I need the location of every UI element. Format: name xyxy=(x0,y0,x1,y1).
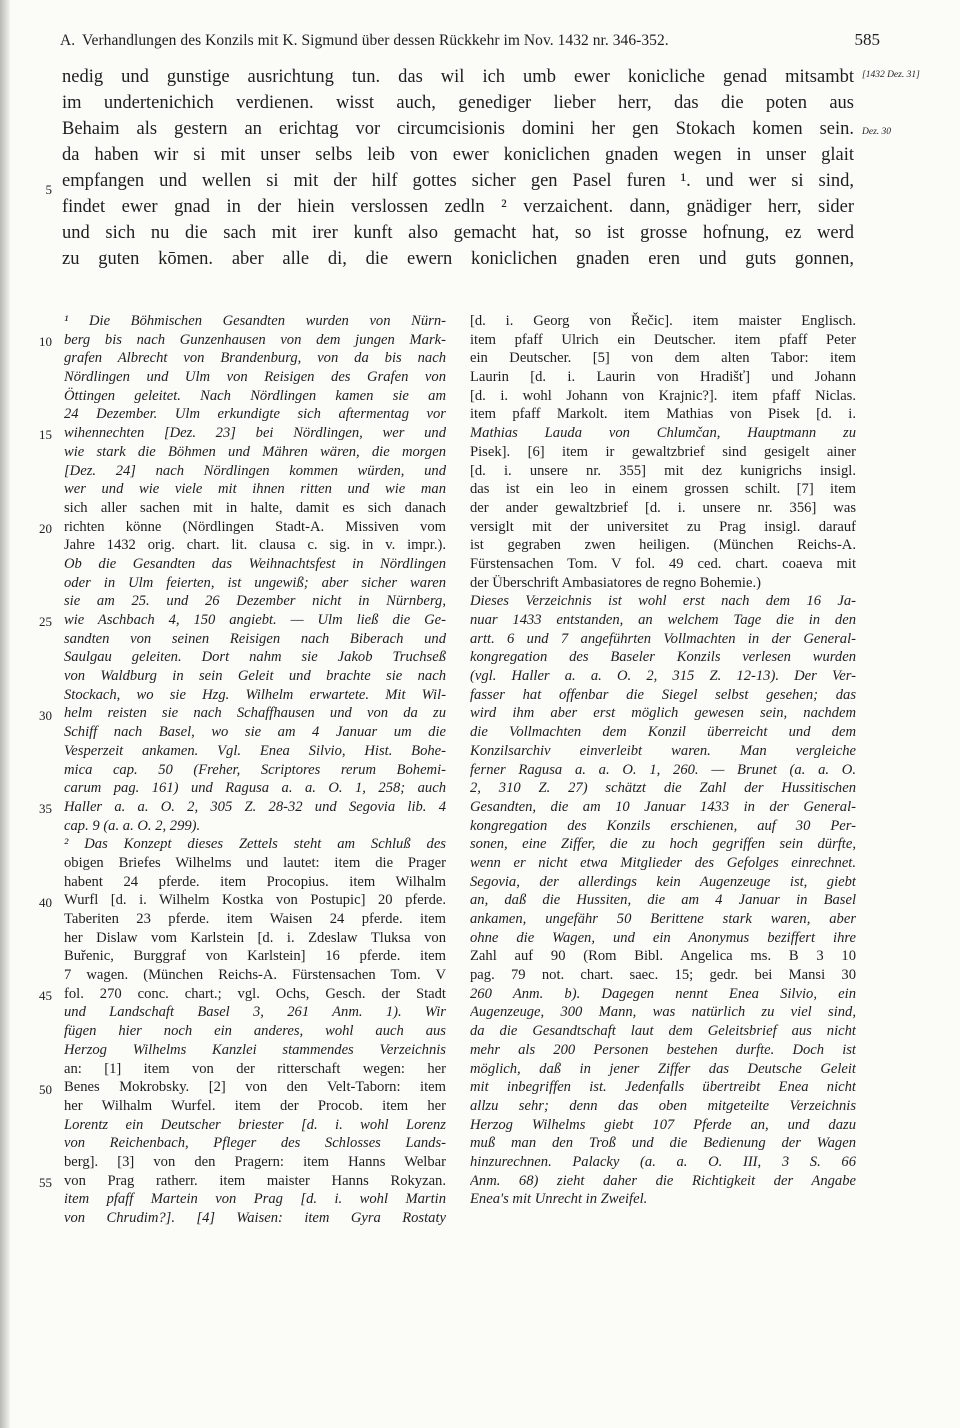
page-number: 585 xyxy=(854,30,880,49)
footnote-line: [d. i. unsere nr. 355] mit dez kunigrichs insigl. xyxy=(470,462,856,479)
line-number: 50 xyxy=(39,1082,52,1097)
footnote-line: da die Gesandtschaft laut dem Geleitsbrief aus nicht xyxy=(470,1023,856,1040)
line-number: 45 xyxy=(39,988,52,1003)
line-number: 30 xyxy=(39,708,52,723)
footnote-line: wird ihm aber erst möglich gewesen sein, nachdem xyxy=(470,705,856,722)
footnote-line: das ist ein leo in einem grossen schilt. [7] item xyxy=(470,481,856,498)
footnote-line: Anm. 68) zieht daher die Richtigkeit der Angabe xyxy=(470,1172,856,1189)
footnote-line: von Waldburg in sein Geleit und brachte sie nach xyxy=(64,668,446,685)
footnote-line: 260 Anm. b). Dagegen nennt Enea Silvio, ein xyxy=(470,985,856,1002)
footnote-line: Haller a. a. O. 2, 305 Z. 28-32 und Segovia lib. 4 xyxy=(64,798,446,815)
footnote-line: kongregation des Konzils erschienen, auf 30 Per- xyxy=(470,817,856,834)
footnote-line: an, daß die Hussiten, die am 4 Januar in Basel xyxy=(470,892,856,909)
text-line: nedig und gunstige ausrichtung tun. das wil ich umb ewer konicliche genad mitsambt xyxy=(62,67,854,87)
footnote-line: Augenzeuge, 300 Mann, was natürlich zu viel sind, xyxy=(470,1004,856,1021)
footnote-line: Mathias Lauda von Chlumčan, Hauptmann zu xyxy=(470,425,856,442)
footnote-line: Stockach, wo sie Hzg. Wilhelm erwartete. Mit Wil- xyxy=(64,686,446,703)
text-line: da haben wir si mit unser selbs leib von ewer koniclichen gnaden wegen in unser glait xyxy=(62,145,854,165)
footnote-line: möglich, daß in jener Ziffer das Deutsche Geleit xyxy=(470,1060,856,1077)
footnote-line: Herzog Wilhelms giebt 107 Pferde an, und dazu xyxy=(470,1116,856,1133)
footnote-line: Gesandten, die am 10 Januar 1433 in der General- xyxy=(470,798,856,815)
footnote-line: ² Das Konzept dieses Zettels steht am Schluß des xyxy=(64,836,446,853)
footnote-line: habent 24 pferde. item Procopius. item Wilhalm xyxy=(64,873,446,890)
footnote-line: Buřenic, Burggraf von Karlstein] 16 pferde. item xyxy=(64,948,446,965)
footnote-line: wer und wie viele mit ihnen ritten und wie man xyxy=(64,481,446,498)
footnote-line: und Landschaft Basel 3, 261 Anm. 1). Wir xyxy=(64,1004,446,1021)
footnote-line: 24 Dezember. Ulm erkundigte sich aftermentag vor xyxy=(64,406,446,423)
line-number: 15 xyxy=(39,427,52,442)
footnote-line: an: [1] item von der ritterschaft wegen: her xyxy=(64,1060,446,1077)
line-number: 55 xyxy=(39,1175,52,1190)
footnote-line: Schiff nach Basel, wo sie am 4 Januar um die xyxy=(64,724,446,741)
footnote-line: Enea's mit Unrecht in Zweifel. xyxy=(470,1191,648,1208)
line-number: 10 xyxy=(39,334,52,349)
footnote-line: her Wilhalm Wurfel. item der Procob. item her xyxy=(64,1097,446,1114)
footnote-line: (vgl. Haller a. a. O. 2, 315 Z. 12-13). Der Ver- xyxy=(470,668,856,685)
footnote-line: wihennechten [Dez. 23] bei Nördlingen, wer und xyxy=(64,425,446,442)
footnote-line: nuar 1433 entstanden, an welchem Tage die in den xyxy=(470,612,856,628)
line-number: 35 xyxy=(39,801,52,816)
footnotes-left-column xyxy=(64,312,446,1228)
section-label: A. xyxy=(60,32,76,49)
footnote-line: item pfaff Markolt. item Mathias von Pisek [d. i. xyxy=(470,406,856,423)
footnote-line: mit inbegriffen ist. Jedenfalls übertreibt Enea nicht xyxy=(470,1079,856,1096)
footnote-line: fügen hier noch ein anderes, wohl auch aus xyxy=(64,1023,446,1040)
footnote-line: sandten von seinen Reisigen nach Biberach und xyxy=(64,630,446,647)
footnote-line: her Dislaw vom Karlstein [d. i. Zdeslaw Tluksa von xyxy=(64,929,446,946)
footnote-line: fol. 270 conc. chart.; vgl. Ochs, Gesch. der Stadt xyxy=(64,985,446,1002)
footnote-line: ¹ Die Böhmischen Gesandten wurden von Nürn- xyxy=(64,313,446,329)
footnote-line: 2, 310 Z. 27) schätzt die Zahl der Hussitischen xyxy=(470,780,856,797)
footnote-line: Saulgau geleiten. Dort nahm sie Jakob Truchseß xyxy=(64,649,446,666)
footnote-line: von Chrudim?]. [4] Waisen: item Gyra Rostaty xyxy=(64,1210,446,1226)
running-title: Verhandlungen des Konzils mit K. Sigmund über dessen Rückkehr im Nov. 1432 nr. 346-352. xyxy=(82,32,669,49)
footnote-line: ohne die Wagen, und ein Anonymus beziffert ihre xyxy=(470,929,856,946)
footnote-line: grafen Albrecht von Brandenburg, von da bis nach xyxy=(64,350,446,367)
footnote-line: ist gegraben zwen heiligen. (München Reichs-A. xyxy=(470,537,856,554)
footnote-line: richten könne (Nördlingen Stadt-A. Missiven vom xyxy=(64,518,446,535)
line-number: 25 xyxy=(39,614,52,629)
footnote-line: ferner Ragusa a. a. O. 1, 260. — Brunet (a. a. O. xyxy=(470,761,856,778)
footnote-line: [Dez. 24] nach Nördlingen kommen würden, und xyxy=(64,462,446,479)
footnote-line: item pfaff Ulrich ein Deutscher. item pfaff Peter xyxy=(470,331,856,348)
footnote-line: [d. i. Georg von Řečic]. item maister Englisch. xyxy=(470,313,856,329)
footnote-line: von Reichenbach, Pfleger des Schlosses Lands- xyxy=(64,1135,446,1152)
footnote-line: ankamen, ungefähr 50 Berittene stark waren, aber xyxy=(470,911,856,927)
text-line: zu guten kōmen. aber alle di, die ewern koniclichen gnaden eren und guts gonnen, xyxy=(62,249,854,269)
footnote-line: helm reisten sie nach Schaffhausen und von da zu xyxy=(64,705,446,722)
line-number: 40 xyxy=(39,895,52,910)
footnote-line: wie Aschbach 4, 150 angiebt. — Ulm ließ die Ge- xyxy=(64,612,446,628)
footnote-line: berg]. [3] von den Pragern: item Hanns Welbar xyxy=(64,1153,446,1170)
footnote-line: Segovia, der allerdings kein Augenzeuge ist, giebt xyxy=(470,873,856,890)
footnote-line: obigen Briefes Wilhelms und lautet: item die Prager xyxy=(64,854,446,871)
footnote-line: Benes Mokrobsky. [2] von den Velt-Taborn: item xyxy=(64,1079,446,1096)
footnote-line: der Überschrift Ambasiatores de regno Bohemie.) xyxy=(470,574,761,591)
footnote-line: oder in Ulm feierten, ist ungewiß; aber sicher waren xyxy=(64,574,446,591)
footnote-line: Vesperzeit ankamen. Vgl. Enea Silvio, Hist. Bohe- xyxy=(64,742,446,759)
footnote-line: hinzurechnen. Palacky (a. a. O. III, 3 S. 66 xyxy=(470,1153,856,1170)
footnote-line: [d. i. wohl Johann von Krajnic?]. item pfaff Niclas. xyxy=(470,387,856,404)
footnote-line: kongregation des Baseler Konzils verlesen wurden xyxy=(470,649,856,666)
footnote-line: Ob die Gesandten das Weihnachtsfest in Nördlingen xyxy=(64,555,446,572)
footnote-line: sonen, eine Ziffer, die zu hoch gegriffen sein dürfte, xyxy=(470,836,856,853)
footnote-line: Herzog Wilhelms Kanzlei stammendes Verzeichnis xyxy=(64,1041,446,1058)
footnote-line: wenn er nicht etwa Mitglieder des Gefolges einrechnet. xyxy=(470,854,856,871)
footnote-line: der ander gewaltzbrief [d. i. unsere nr. 356] was xyxy=(470,499,856,516)
footnote-line: cap. 9 (a. a. O. 2, 299). xyxy=(64,817,201,834)
footnote-line: die Vollmachten dem Konzil überreicht und dem xyxy=(470,724,856,741)
margin-date-note: Dez. 30 xyxy=(862,127,892,137)
footnote-line: von Prag ratherr. item maister Hanns Rokyzan. xyxy=(64,1172,446,1189)
text-line: Behaim als gestern an erichtag vor circumcisionis domini her gen Stokach komen sein. xyxy=(62,119,854,139)
footnote-line: 7 wagen. (München Reichs-A. Fürstensachen Tom. V xyxy=(64,967,446,984)
line-number: 20 xyxy=(39,521,52,536)
footnote-line: Konzilsarchiv einverleibt waren. Man vergleiche xyxy=(470,742,856,759)
footnote-line: Nördlingen und Ulm von Reisigen des Grafen von xyxy=(64,369,446,386)
line-number: 5 xyxy=(45,182,52,197)
footnote-line: item pfaff Martein von Prag [d. i. wohl Martin xyxy=(64,1191,446,1208)
running-header xyxy=(60,30,880,54)
footnote-line: ein Deutscher. [5] von dem alten Tabor: item xyxy=(470,350,856,367)
footnotes-right-column xyxy=(470,312,856,1209)
footnote-line: pag. 79 not. chart. saec. 15; gedr. bei Mansi 30 xyxy=(470,967,856,984)
main-text-block xyxy=(62,64,854,272)
footnote-line: Lorentz ein Deutscher briester [d. i. wohl Lorenz xyxy=(64,1116,446,1133)
footnote-line: artt. 6 und 7 angeführten Vollmachten in der General- xyxy=(470,630,856,647)
text-line: im undertenichich verdienen. wisst auch, genediger lieber herr, das die poten aus xyxy=(62,93,854,113)
text-line: und sich nu die sach mit irer kunft also gemacht hat, so ist grosse hofnung, ez werd xyxy=(62,223,854,243)
footnote-line: Laurin [d. i. Laurin von Hradišť] und Johann xyxy=(470,369,856,386)
page-gutter-shadow xyxy=(0,0,10,1428)
footnote-line: berg bis nach Gunzenhausen von dem jungen Mark- xyxy=(64,331,446,348)
footnote-line: wie stark die Böhmen und Mähren wären, die morgen xyxy=(64,443,446,460)
footnote-line: mehr als 200 Personen bestehen durfte. Doch ist xyxy=(470,1041,856,1058)
footnote-line: sie am 25. und 26 Dezember nicht in Nürnberg, xyxy=(64,593,446,610)
footnote-line: mica cap. 50 (Freher, Scriptores rerum Bohemi- xyxy=(64,761,446,778)
footnote-line: carum pag. 161) und Ragusa a. a. O. 1, 258; auch xyxy=(64,780,446,797)
footnote-line: Öttingen geleitet. Nach Nördlingen kamen sie am xyxy=(64,387,446,404)
footnote-line: fasser hat offenbar die Siegel selbst gesehen; das xyxy=(470,686,856,703)
footnote-line: muß man den Troß und die Bedienung der Wagen xyxy=(470,1135,856,1152)
footnote-line: Jahre 1432 orig. chart. lit. clausa c. sig. in v. impr.). xyxy=(64,537,446,554)
footnote-line: Dieses Verzeichnis ist wohl erst nach dem 16 Ja- xyxy=(470,593,856,610)
text-line: findet ewer gnad in der hiein verslossen zedln ² verzaichent. dann, gnädiger herr, sider xyxy=(62,197,854,217)
footnote-line: allzu sehr; denn das oben mitgeteilte Verzeichnis xyxy=(470,1097,856,1114)
footnote-line: Fürstensachen Tom. V fol. 49 ced. chart. coaeva mit xyxy=(470,555,856,572)
text-line: empfangen und wellen si mit der hilf gottes sicher gen Pasel furen ¹. und wer si sind, xyxy=(62,171,854,191)
footnote-line: Zahl auf 90 (Rom Bibl. Angelica ms. B 3 10 xyxy=(470,948,856,965)
footnote-line: Pisek]. [6] item ir gewaltzbrief sind gesigelt ainer xyxy=(470,443,856,460)
footnote-line: versiglt mit der universitet zu Prag insigl. darauf xyxy=(470,518,856,535)
footnote-line: sich aller sachen mit in halte, damit es sich danach xyxy=(64,499,446,516)
footnote-line: Taberiten 23 pferde. item Waisen 24 pferde. item xyxy=(64,911,446,927)
margin-date-note: [1432 Dez. 31] xyxy=(862,70,920,80)
footnote-line: Wurfl [d. i. Wilhelm Kostka von Postupic] 20 pferde. xyxy=(64,892,446,909)
